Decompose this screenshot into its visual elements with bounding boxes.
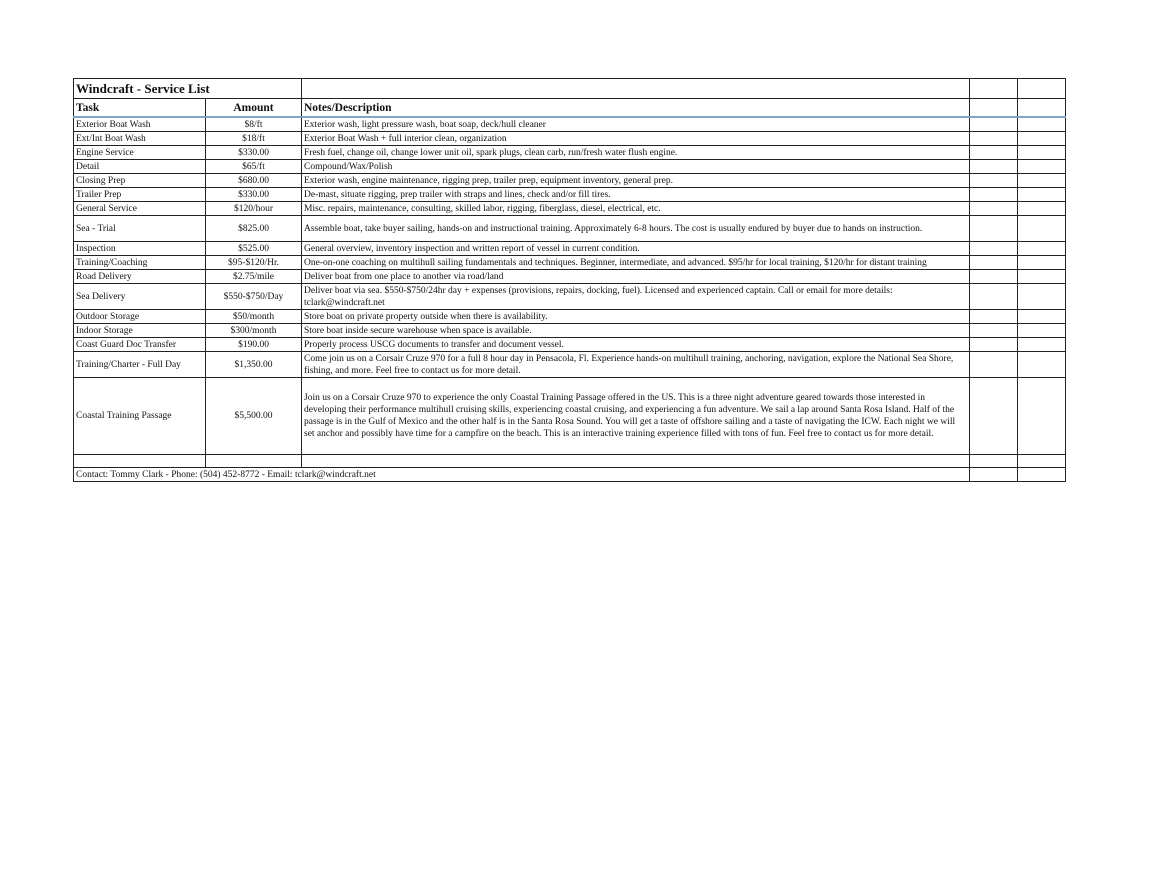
amount-cell: $65/ft	[206, 160, 302, 174]
amount-cell: $525.00	[206, 242, 302, 256]
table-row	[74, 132, 1066, 146]
empty-cell	[970, 202, 1018, 216]
empty-cell	[1018, 284, 1066, 310]
table-row	[74, 188, 1066, 202]
notes-cell: De-mast, situate rigging, prep trailer with straps and lines, check and/or fill tires.	[302, 188, 970, 202]
amount-cell: $550-$750/Day	[206, 284, 302, 310]
empty-cell	[970, 338, 1018, 352]
empty-cell	[970, 160, 1018, 174]
column-header-task: Task	[74, 99, 206, 118]
task-cell: Sea Delivery	[74, 284, 206, 310]
empty-cell	[302, 455, 970, 468]
notes-cell: Assemble boat, take buyer sailing, hands-on and instructional training. Approximately 6-8 hours. The cost is usually endured by buyer due to hands on instruction.	[302, 216, 970, 242]
task-cell: Indoor Storage	[74, 324, 206, 338]
task-cell: Road Delivery	[74, 270, 206, 284]
empty-cell	[970, 352, 1018, 378]
empty-cell	[970, 310, 1018, 324]
table-row	[74, 242, 1066, 256]
table-row	[74, 146, 1066, 160]
table-row	[74, 270, 1066, 284]
task-cell: Detail	[74, 160, 206, 174]
amount-cell: $18/ft	[206, 132, 302, 146]
empty-cell	[1018, 352, 1066, 378]
empty-cell	[1018, 202, 1066, 216]
amount-cell: $2.75/mile	[206, 270, 302, 284]
notes-cell: Come join us on a Corsair Cruze 970 for a full 8 hour day in Pensacola, Fl. Experience hands-on multihull training, anchoring, navigation, explore the National Sea Shore, fishing, and more. Feel free to contact us for more detail.	[302, 352, 970, 378]
amount-cell: $680.00	[206, 174, 302, 188]
notes-cell: Exterior wash, engine maintenance, rigging prep, trailer prep, equipment inventory, general prep.	[302, 174, 970, 188]
table-row	[74, 378, 1066, 455]
notes-cell: Store boat on private property outside when there is availability.	[302, 310, 970, 324]
amount-cell: $8/ft	[206, 117, 302, 132]
empty-cell	[970, 242, 1018, 256]
empty-cell	[206, 455, 302, 468]
empty-cell	[970, 468, 1018, 482]
empty-cell	[74, 455, 206, 468]
table-row	[74, 338, 1066, 352]
contact-info: Contact: Tommy Clark - Phone: (504) 452-8772 - Email: tclark@windcraft.net	[74, 468, 970, 482]
notes-cell: Deliver boat via sea. $550-$750/24hr day + expenses (provisions, repairs, docking, fuel). Licensed and experienced captain. Call or email for more details: tclark@windcraft.net	[302, 284, 970, 310]
column-header-notes: Notes/Description	[302, 99, 970, 118]
task-cell: Coastal Training Passage	[74, 378, 206, 455]
empty-cell	[970, 117, 1018, 132]
table-row	[74, 174, 1066, 188]
table-row	[74, 160, 1066, 174]
task-cell: Outdoor Storage	[74, 310, 206, 324]
empty-cell	[1018, 324, 1066, 338]
empty-cell	[970, 174, 1018, 188]
amount-cell: $300/month	[206, 324, 302, 338]
table-row	[74, 202, 1066, 216]
empty-cell	[1018, 310, 1066, 324]
notes-cell: Exterior Boat Wash + full interior clean, organization	[302, 132, 970, 146]
amount-cell: $1,350.00	[206, 352, 302, 378]
table-row	[74, 324, 1066, 338]
notes-cell: Misc. repairs, maintenance, consulting, skilled labor, rigging, fiberglass, diesel, electrical, etc.	[302, 202, 970, 216]
header-row	[74, 99, 1066, 118]
empty-cell	[970, 378, 1018, 455]
empty-cell	[1018, 117, 1066, 132]
empty-cell	[1018, 99, 1066, 118]
table-row	[74, 256, 1066, 270]
table-row	[74, 310, 1066, 324]
table-row	[74, 352, 1066, 378]
notes-cell: Join us on a Corsair Cruze 970 to experience the only Coastal Training Passage offered in the US. This is a three night adventure geared towards those interested in developing their performance multihull cruising skills, experiencing coastal cruising, and experiencing a fun adventure. We sail a lap around Santa Rosa Island. Half of the passage is in the Gulf of Mexico and the other half is in the Santa Rosa Sound. You will get a taste of offshore sailing and a taste of navigating the ICW. Each night we will set anchor and possibly have time for a campfire on the beach. This is an interactive training experience filled with tons of fun. Feel free to contact us for more detail.	[302, 378, 970, 455]
empty-cell	[1018, 160, 1066, 174]
notes-cell: Store boat inside secure warehouse when space is available.	[302, 324, 970, 338]
task-cell: Ext/Int Boat Wash	[74, 132, 206, 146]
amount-cell: $95-$120/Hr.	[206, 256, 302, 270]
notes-cell: Properly process USCG documents to transfer and document vessel.	[302, 338, 970, 352]
amount-cell: $330.00	[206, 146, 302, 160]
empty-cell	[1018, 455, 1066, 468]
table-row	[74, 216, 1066, 242]
notes-cell: Exterior wash, light pressure wash, boat soap, deck/hull cleaner	[302, 117, 970, 132]
task-cell: General Service	[74, 202, 206, 216]
empty-cell	[1018, 270, 1066, 284]
task-cell: Coast Guard Doc Transfer	[74, 338, 206, 352]
notes-cell: One-on-one coaching on multihull sailing fundamentals and techniques. Beginner, intermediate, and advanced. $95/hr for local training, $120/hr for distant training	[302, 256, 970, 270]
notes-cell: Deliver boat from one place to another via road/land	[302, 270, 970, 284]
empty-cell	[970, 324, 1018, 338]
empty-cell	[1018, 468, 1066, 482]
task-cell: Closing Prep	[74, 174, 206, 188]
empty-cell	[1018, 132, 1066, 146]
table-row	[74, 117, 1066, 132]
empty-cell	[1018, 242, 1066, 256]
empty-cell	[970, 216, 1018, 242]
empty-cell	[970, 270, 1018, 284]
empty-cell	[302, 79, 970, 99]
empty-cell	[1018, 79, 1066, 99]
empty-cell	[1018, 146, 1066, 160]
empty-cell	[970, 99, 1018, 118]
notes-cell: Compound/Wax/Polish	[302, 160, 970, 174]
empty-cell	[970, 455, 1018, 468]
blank-row	[74, 455, 1066, 468]
task-cell: Training/Coaching	[74, 256, 206, 270]
task-cell: Engine Service	[74, 146, 206, 160]
empty-cell	[970, 79, 1018, 99]
empty-cell	[1018, 216, 1066, 242]
task-cell: Training/Charter - Full Day	[74, 352, 206, 378]
amount-cell: $120/hour	[206, 202, 302, 216]
empty-cell	[970, 188, 1018, 202]
task-cell: Trailer Prep	[74, 188, 206, 202]
empty-cell	[970, 132, 1018, 146]
task-cell: Inspection	[74, 242, 206, 256]
amount-cell: $330.00	[206, 188, 302, 202]
empty-cell	[1018, 338, 1066, 352]
task-cell: Sea - Trial	[74, 216, 206, 242]
empty-cell	[1018, 174, 1066, 188]
contact-row	[74, 468, 1066, 482]
amount-cell: $5,500.00	[206, 378, 302, 455]
empty-cell	[970, 284, 1018, 310]
empty-cell	[970, 146, 1018, 160]
task-cell: Exterior Boat Wash	[74, 117, 206, 132]
sheet-title: Windcraft - Service List	[74, 79, 302, 99]
notes-cell: Fresh fuel, change oil, change lower unit oil, spark plugs, clean carb, run/fresh water flush engine.	[302, 146, 970, 160]
empty-cell	[1018, 188, 1066, 202]
table-row	[74, 284, 1066, 310]
amount-cell: $50/month	[206, 310, 302, 324]
column-header-amount: Amount	[206, 99, 302, 118]
empty-cell	[1018, 378, 1066, 455]
amount-cell: $190.00	[206, 338, 302, 352]
title-row	[74, 79, 1066, 99]
notes-cell: General overview, inventory inspection and written report of vessel in current condition.	[302, 242, 970, 256]
empty-cell	[1018, 256, 1066, 270]
empty-cell	[970, 256, 1018, 270]
amount-cell: $825.00	[206, 216, 302, 242]
service-list-table	[73, 78, 1066, 482]
